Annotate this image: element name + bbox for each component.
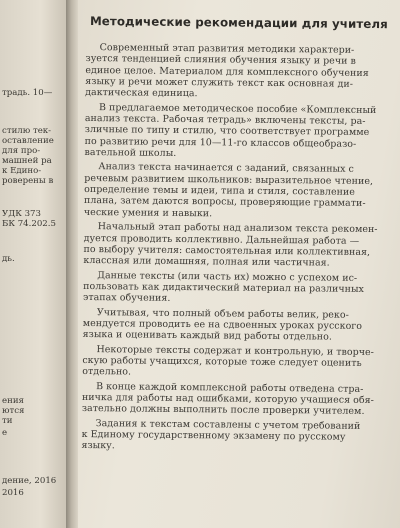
paragraph [81, 418, 387, 455]
text-line: речевым развитием школьников: выразительное чтение, [84, 172, 374, 187]
right-page [78, 0, 400, 528]
text-line: Начальный этап работы над анализом текста рекомен- [97, 221, 378, 236]
left-page-text-fragment: ти [2, 416, 13, 426]
left-page-text-fragment: дь. [2, 254, 15, 264]
text-line: пользовать как дидактический материал на различных [83, 280, 365, 295]
paragraph [84, 161, 391, 221]
text-line: Анализ текста начинается с заданий, связанных с [98, 161, 354, 176]
text-line: Современный этап развития методики характери- [99, 42, 355, 56]
paragraph [85, 42, 392, 102]
text-line: отдельно. [82, 366, 132, 378]
left-page-text-fragment: к Едино- [2, 166, 42, 176]
text-line: классная или домашняя, полная или частичная. [83, 255, 330, 269]
text-line: языку. [81, 440, 115, 452]
left-page-text-fragment: УДК 373 [2, 209, 41, 219]
text-line: Задания к текстам составлены с учетом требований [95, 417, 361, 432]
left-page-text-fragment: ются [2, 406, 25, 416]
text-line: зуется тенденцией слияния обучения языку и речи в [85, 53, 356, 68]
text-line: Некоторые тексты содержат и контрольную, и творче- [96, 343, 374, 358]
text-line: В предлагаемое методическое пособие «Комплексный [98, 101, 377, 116]
body-text [81, 42, 391, 455]
paragraph [83, 221, 389, 270]
text-line: зательно должны выполнить после проверки учителем. [81, 403, 365, 418]
text-line: этапах обучения. [82, 292, 171, 305]
text-line: скую работы учащихся, которые тоже следует оценить [82, 354, 362, 369]
text-line: ничка для работы над ошибками, которую учащиеся обя- [81, 391, 374, 407]
text-line: по развитию речи для 10—11-го классов общеобразо- [84, 135, 357, 150]
left-page-text-fragment: дение, 2016 [2, 476, 57, 486]
text-line: плана, затем даются вопросы, проверяющие граммати- [83, 195, 366, 210]
page-content [81, 14, 392, 455]
text-line: вательной школы. [84, 147, 177, 160]
text-line: дактическая единица. [85, 87, 198, 100]
left-page-text-fragment: машней ра [2, 156, 52, 166]
paragraph [83, 270, 389, 307]
paragraph [82, 344, 388, 381]
paragraph [83, 307, 389, 344]
text-line: зличные по типу и стилю, что соответствует программе [84, 124, 370, 139]
text-line: определение темы и идеи, типа и стиля, составление [84, 184, 356, 198]
left-page-text-fragment: для про- [2, 146, 41, 156]
left-page-text-fragment: БК 74.202.5 [2, 219, 56, 229]
text-line: единое целое. Материалом для комплексного обучения [85, 64, 369, 79]
text-line: мендуется проводить ее на сдвоенных уроках русского [82, 317, 363, 332]
paragraph [82, 381, 388, 418]
text-line: языка и оценивать каждый вид работы отдельно. [82, 329, 332, 343]
page-title: Методические рекомендации для учителя [89, 14, 388, 32]
left-page-text-fragment: оставление [2, 136, 54, 146]
left-page-text-fragment: е [2, 428, 8, 438]
text-line: дуется проводить коллективно. Дальнейшая работа — [83, 232, 360, 247]
text-line: Данные тексты (или часть их) можно с успехом ис- [97, 269, 358, 284]
left-page-text-fragment: роверены в [2, 176, 54, 186]
left-page-text-fragment: традь. 10— [2, 88, 53, 98]
left-page-text-fragment: 2016 [2, 488, 24, 498]
text-line: по выбору учителя: самостоятельная или коллективная, [83, 243, 371, 258]
text-line: анализ текста. Рабочая тетрадь» включены тексты, ра- [84, 113, 366, 127]
text-line: ческие умения и навыки. [83, 206, 213, 220]
left-page-text-fragment: стилю тек- [2, 126, 52, 136]
text-line: Учитывая, что полный объем работы велик, реко- [96, 306, 349, 321]
paragraph [84, 102, 391, 162]
left-page-fragment [0, 0, 68, 528]
text-line: к Единому государственному экзамену по русскому [81, 428, 346, 443]
text-line: языку и речи может служить текст как основная ди- [85, 76, 354, 90]
text-line: В конце каждой комплексной работы отведена стра- [96, 380, 364, 395]
left-page-text-fragment: ения [2, 396, 24, 406]
